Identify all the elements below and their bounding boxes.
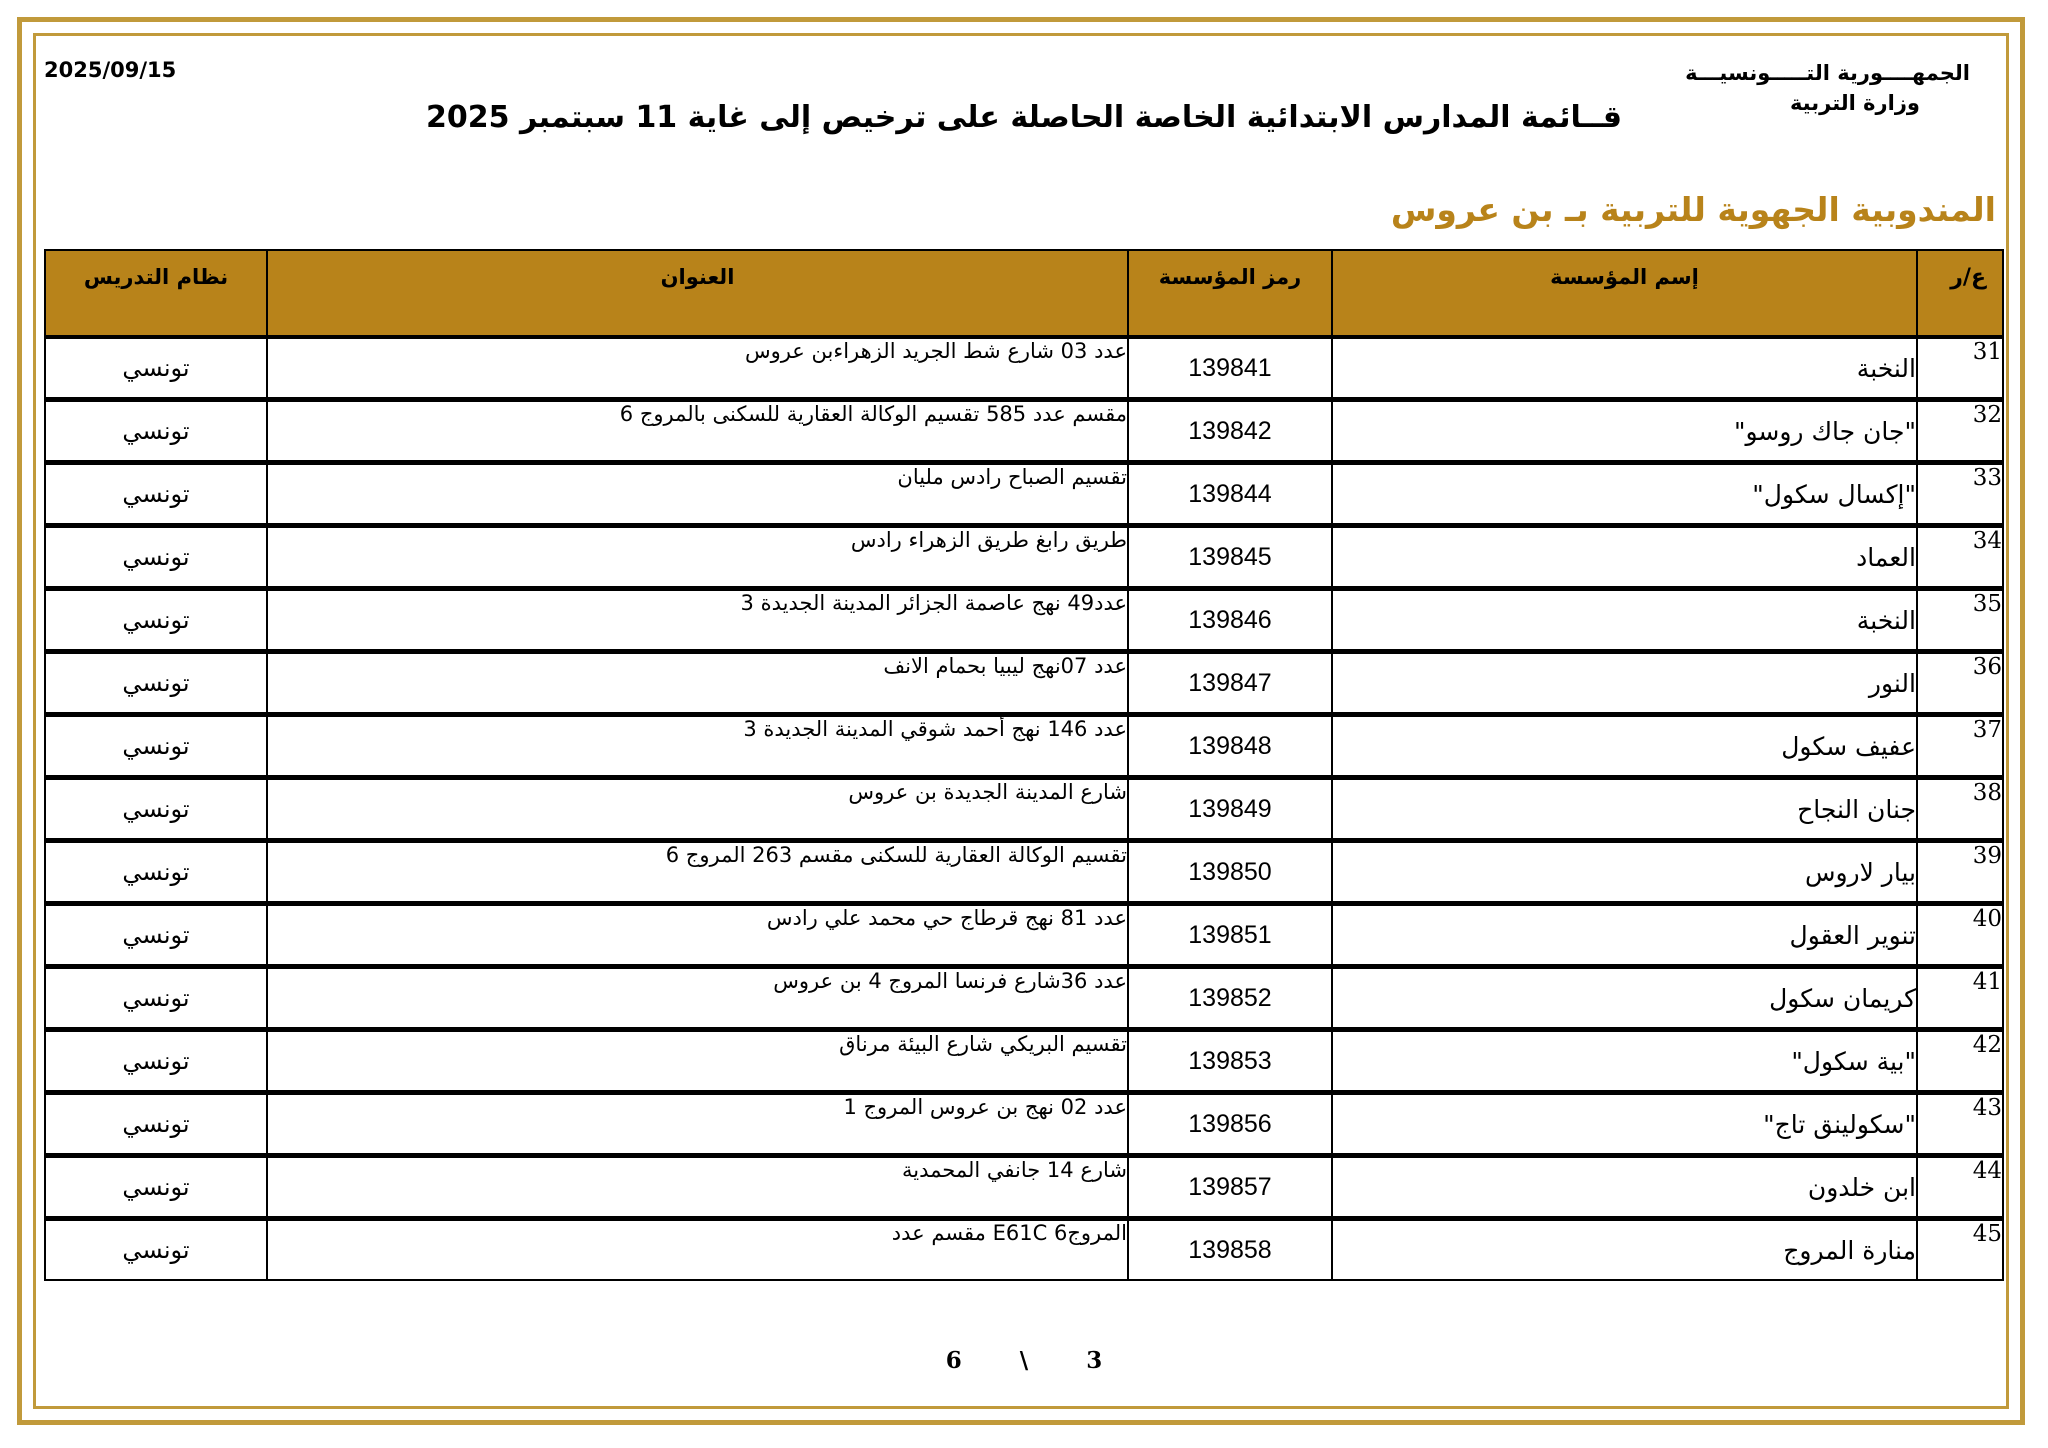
teaching-system-cell: تونسي xyxy=(45,1030,267,1093)
school-name-cell: جنان النجاح xyxy=(1332,778,1917,841)
school-name-cell: بيار لاروس xyxy=(1332,841,1917,904)
school-code-cell: 139853 xyxy=(1128,1030,1332,1093)
school-address-cell: عدد 03 شارع شط الجريد الزهراءبن عروس xyxy=(267,337,1128,400)
row-number-cell: 33 xyxy=(1917,463,2003,526)
school-name-cell: ابن خلدون xyxy=(1332,1156,1917,1219)
table-header-row xyxy=(45,250,2003,337)
school-name-cell: النخبة xyxy=(1332,589,1917,652)
row-number-cell: 41 xyxy=(1917,967,2003,1030)
column-header-name: إسم المؤسسة xyxy=(1332,250,1917,337)
school-code-cell: 139848 xyxy=(1128,715,1332,778)
table-row xyxy=(45,1093,2003,1156)
row-number-cell: 32 xyxy=(1917,400,2003,463)
row-number-cell: 45 xyxy=(1917,1219,2003,1281)
table-row xyxy=(45,715,2003,778)
school-name-cell: "بية سكول" xyxy=(1332,1030,1917,1093)
row-number-cell: 40 xyxy=(1917,904,2003,967)
school-address-cell: تقسيم الوكالة العقارية للسكنى مقسم 263 المروج 6 xyxy=(267,841,1128,904)
column-header-address: العنوان xyxy=(267,250,1128,337)
column-header-code: رمز المؤسسة xyxy=(1128,250,1332,337)
table-row xyxy=(45,589,2003,652)
school-address-cell: شارع 14 جانفي المحمدية xyxy=(267,1156,1128,1219)
school-name-cell: "سكولينق تاج" xyxy=(1332,1093,1917,1156)
school-code-cell: 139841 xyxy=(1128,337,1332,400)
table-row xyxy=(45,1156,2003,1219)
republic-label: الجمهــــورية التـــــونسيـــة xyxy=(1685,61,1970,85)
school-address-cell: عدد 07نهج ليبيا بحمام الانف xyxy=(267,652,1128,715)
school-address-cell: تقسيم البريكي شارع البيئة مرناق xyxy=(267,1030,1128,1093)
school-address-cell: تقسيم الصباح رادس مليان xyxy=(267,463,1128,526)
school-code-cell: 139847 xyxy=(1128,652,1332,715)
row-number-cell: 44 xyxy=(1917,1156,2003,1219)
row-number-cell: 35 xyxy=(1917,589,2003,652)
table-row xyxy=(45,1219,2003,1281)
school-name-cell: منارة المروج xyxy=(1332,1219,1917,1281)
school-address-cell: مقسم عدد 585 تقسيم الوكالة العقارية للسكنى بالمروج 6 xyxy=(267,400,1128,463)
school-address-cell: طريق رابغ طريق الزهراء رادس xyxy=(267,526,1128,589)
school-address-cell: عدد49 نهج عاصمة الجزائر المدينة الجديدة 3 xyxy=(267,589,1128,652)
school-address-cell: عدد 36شارع فرنسا المروج 4 بن عروس xyxy=(267,967,1128,1030)
row-number-cell: 36 xyxy=(1917,652,2003,715)
school-name-cell: عفيف سكول xyxy=(1332,715,1917,778)
school-code-cell: 139846 xyxy=(1128,589,1332,652)
teaching-system-cell: تونسي xyxy=(45,463,267,526)
document-date: 2025/09/15 xyxy=(44,58,177,82)
school-address-cell: عدد 81 نهج قرطاج حي محمد علي رادس xyxy=(267,904,1128,967)
school-address-cell: المروج6 E61C مقسم عدد xyxy=(267,1219,1128,1281)
page-counter xyxy=(0,1347,2048,1374)
table-row xyxy=(45,904,2003,967)
school-name-cell: كريمان سكول xyxy=(1332,967,1917,1030)
row-number-cell: 31 xyxy=(1917,337,2003,400)
school-address-cell: عدد 146 نهج أحمد شوقي المدينة الجديدة 3 xyxy=(267,715,1128,778)
school-name-cell: العماد xyxy=(1332,526,1917,589)
table-row xyxy=(45,652,2003,715)
school-code-cell: 139858 xyxy=(1128,1219,1332,1281)
table-row xyxy=(45,526,2003,589)
teaching-system-cell: تونسي xyxy=(45,1219,267,1281)
table-row xyxy=(45,337,2003,400)
row-number-cell: 38 xyxy=(1917,778,2003,841)
column-header-number: ع/ر xyxy=(1917,250,2003,337)
teaching-system-cell: تونسي xyxy=(45,526,267,589)
school-name-cell: "إكسال سكول" xyxy=(1332,463,1917,526)
page-title: قــائمة المدارس الابتدائية الخاصة الحاصلة على ترخيص إلى غاية 11 سبتمبر 2025 xyxy=(426,100,1622,135)
table-row xyxy=(45,967,2003,1030)
page-separator: \ xyxy=(1019,1347,1029,1374)
table-row xyxy=(45,463,2003,526)
column-header-system: نظام التدريس xyxy=(45,250,267,337)
school-code-cell: 139845 xyxy=(1128,526,1332,589)
schools-table xyxy=(44,249,2004,1281)
school-address-cell: عدد 02 نهج بن عروس المروج 1 xyxy=(267,1093,1128,1156)
school-code-cell: 139857 xyxy=(1128,1156,1332,1219)
teaching-system-cell: تونسي xyxy=(45,841,267,904)
row-number-cell: 39 xyxy=(1917,841,2003,904)
school-code-cell: 139849 xyxy=(1128,778,1332,841)
ministry-label: وزارة التربية xyxy=(1789,91,1920,115)
school-name-cell: النخبة xyxy=(1332,337,1917,400)
table-row xyxy=(45,1030,2003,1093)
teaching-system-cell: تونسي xyxy=(45,400,267,463)
teaching-system-cell: تونسي xyxy=(45,1156,267,1219)
school-code-cell: 139844 xyxy=(1128,463,1332,526)
school-code-cell: 139852 xyxy=(1128,967,1332,1030)
teaching-system-cell: تونسي xyxy=(45,967,267,1030)
teaching-system-cell: تونسي xyxy=(45,778,267,841)
teaching-system-cell: تونسي xyxy=(45,1093,267,1156)
school-code-cell: 139842 xyxy=(1128,400,1332,463)
teaching-system-cell: تونسي xyxy=(45,589,267,652)
school-address-cell: شارع المدينة الجديدة بن عروس xyxy=(267,778,1128,841)
teaching-system-cell: تونسي xyxy=(45,904,267,967)
page-total: 6 xyxy=(945,1347,962,1374)
school-code-cell: 139856 xyxy=(1128,1093,1332,1156)
table-row xyxy=(45,400,2003,463)
row-number-cell: 37 xyxy=(1917,715,2003,778)
school-name-cell: النور xyxy=(1332,652,1917,715)
school-name-cell: "جان جاك روسو" xyxy=(1332,400,1917,463)
table-row xyxy=(45,841,2003,904)
page-current: 3 xyxy=(1086,1347,1103,1374)
row-number-cell: 34 xyxy=(1917,526,2003,589)
region-title: المندوبية الجهوية للتربية بـ بن عروس xyxy=(1390,190,1996,229)
table-row xyxy=(45,778,2003,841)
school-code-cell: 139851 xyxy=(1128,904,1332,967)
school-name-cell: تنوير العقول xyxy=(1332,904,1917,967)
teaching-system-cell: تونسي xyxy=(45,715,267,778)
row-number-cell: 43 xyxy=(1917,1093,2003,1156)
teaching-system-cell: تونسي xyxy=(45,337,267,400)
teaching-system-cell: تونسي xyxy=(45,652,267,715)
school-code-cell: 139850 xyxy=(1128,841,1332,904)
row-number-cell: 42 xyxy=(1917,1030,2003,1093)
